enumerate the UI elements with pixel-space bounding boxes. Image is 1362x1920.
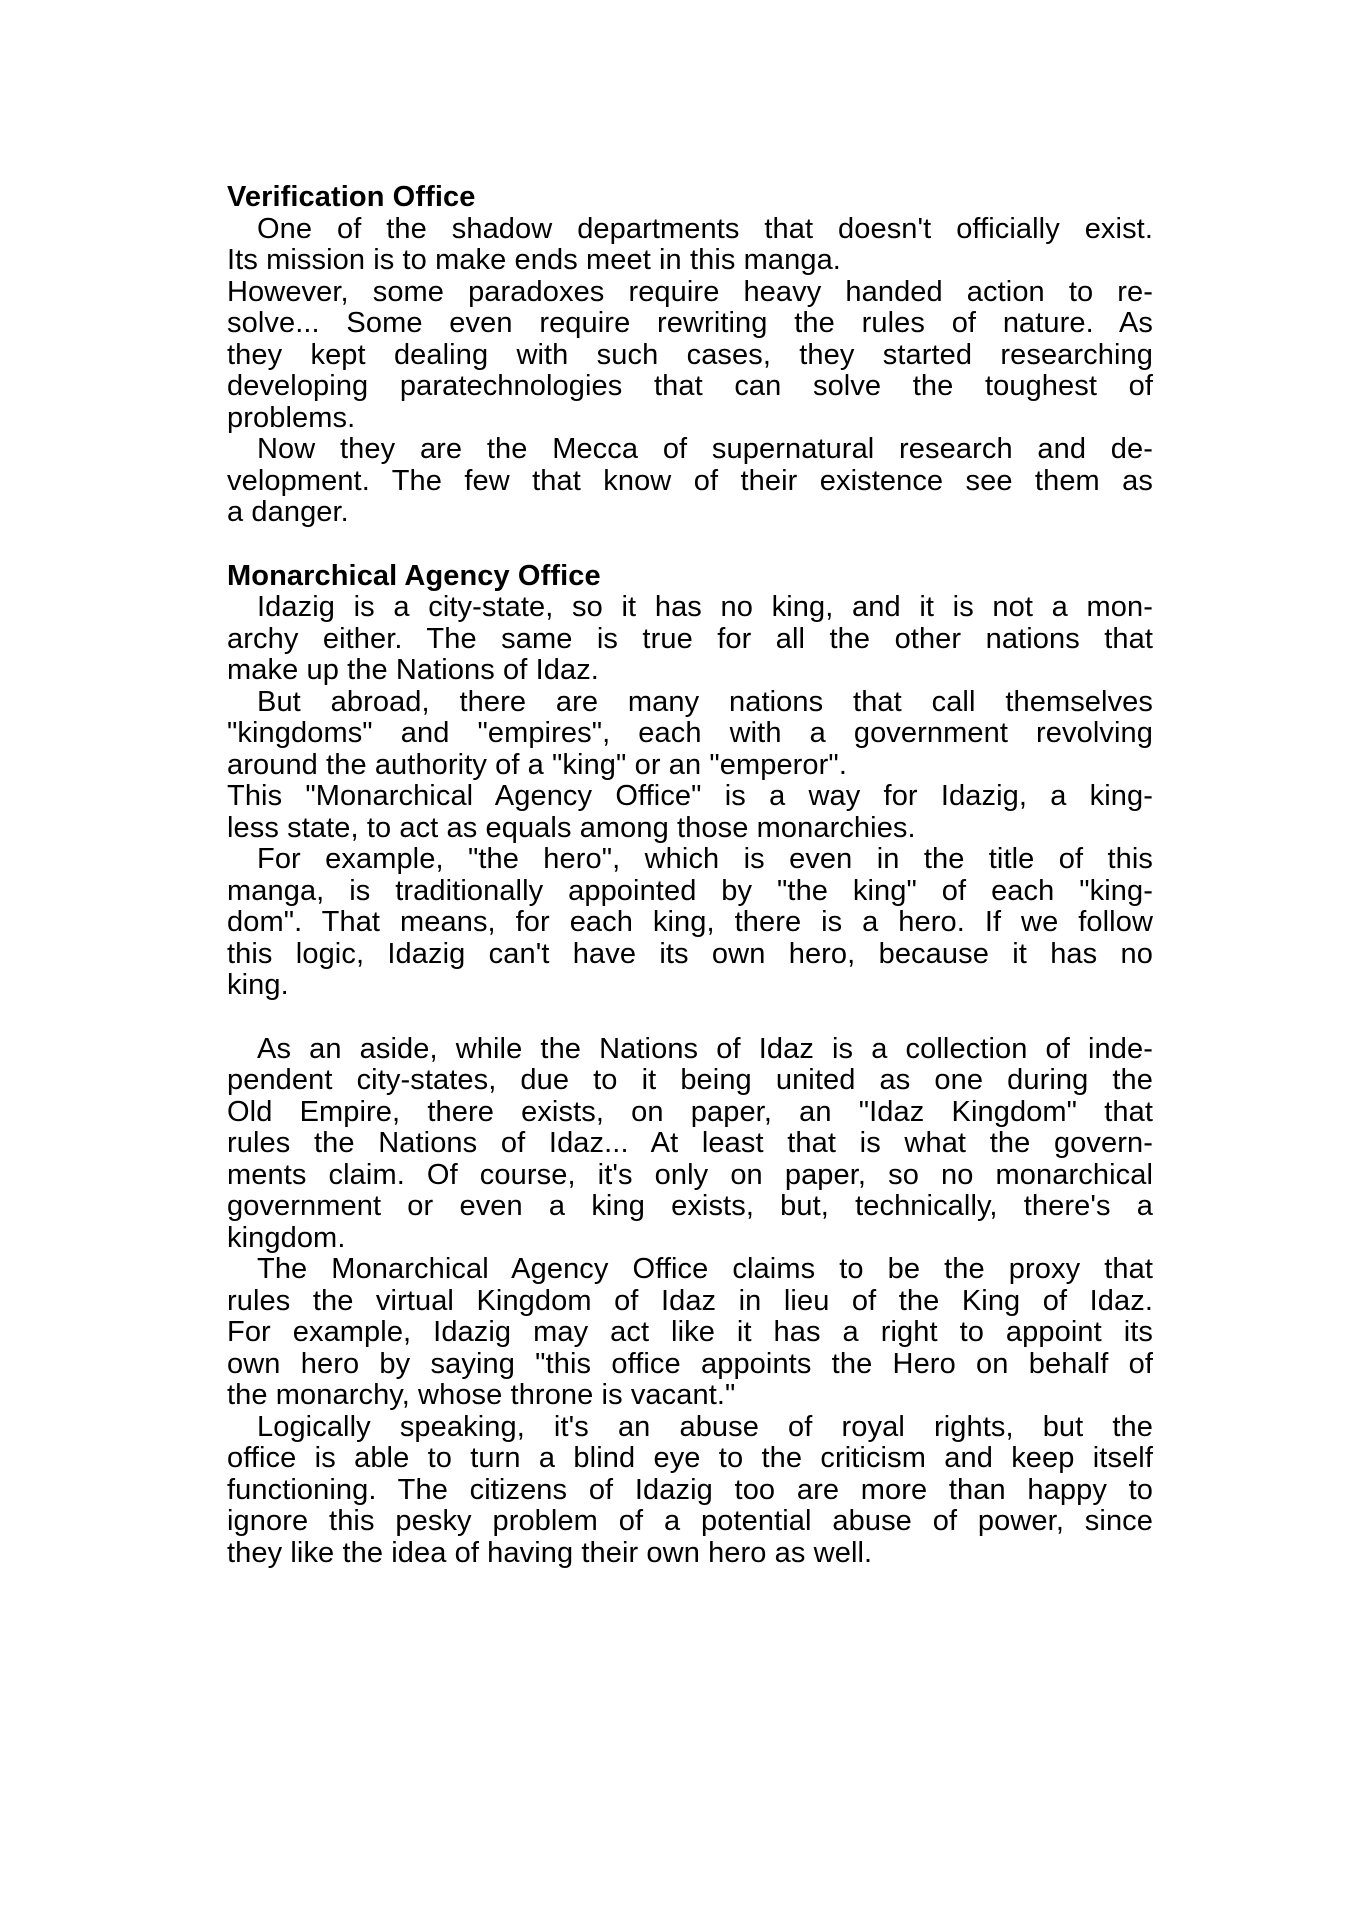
text-line: they kept dealing with such cases, they started researching <box>227 338 1153 371</box>
text-line: dom". That means, for each king, there is a hero. If we follow <box>227 906 1153 938</box>
text-line: developing paratechnologies that can solve the toughest of <box>227 370 1153 402</box>
text-line: The Monarchical Agency Office claims to be the proxy that <box>257 1253 1153 1285</box>
text-line: rules the virtual Kingdom of Idaz in lieu of the King of Idaz. <box>227 1284 1153 1317</box>
text-line: office is able to turn a blind eye to the criticism and keep itself <box>227 1442 1153 1474</box>
text-line: a danger. <box>227 496 349 528</box>
text-line: velopment. The few that know of their existence see them as <box>227 464 1153 497</box>
text-line: problems. <box>227 401 356 434</box>
paragraph <box>227 1254 1153 1412</box>
document-section <box>227 1034 1153 1570</box>
text-line: archy either. The same is true for all the other nations that <box>227 622 1153 655</box>
text-line: As an aside, while the Nations of Idaz is a collection of inde- <box>257 1032 1153 1065</box>
text-line: solve... Some even require rewriting the rules of nature. As <box>227 307 1153 339</box>
text-line: kingdom. <box>227 1221 346 1254</box>
text-line: Idazig is a city-state, so it has no king, and it is not a mon- <box>257 591 1153 623</box>
section-heading: Monarchical Agency Office <box>227 559 601 592</box>
text-line: One of the shadow departments that doesn't officially exist. <box>257 212 1153 245</box>
paragraph <box>227 844 1153 1002</box>
text-line: But abroad, there are many nations that call themselves <box>257 685 1153 718</box>
text-line: ments claim. Of course, it's only on paper, so no monarchical <box>227 1158 1153 1191</box>
text-line: own hero by saying "this office appoints the Hero on behalf of <box>227 1347 1153 1380</box>
text-line: the monarchy, whose throne is vacant." <box>227 1379 736 1411</box>
text-line: However, some paradoxes require heavy handed action to re- <box>227 275 1153 308</box>
paragraph <box>227 1412 1153 1570</box>
paragraph <box>227 434 1153 529</box>
document-section <box>227 182 1153 529</box>
paragraph <box>227 214 1153 277</box>
text-line: Its mission is to make ends meet in this manga. <box>227 244 841 276</box>
text-line: functioning. The citizens of Idazig too are more than happy to <box>227 1473 1153 1506</box>
text-line: make up the Nations of Idaz. <box>227 654 599 686</box>
text-line: king. <box>227 969 289 1001</box>
text-line: government or even a king exists, but, technically, there's a <box>227 1190 1153 1222</box>
paragraph <box>227 1034 1153 1255</box>
text-line: "kingdoms" and "empires", each with a government revolving <box>227 717 1153 749</box>
text-line: pendent city-states, due to it being united as one during the <box>227 1064 1153 1096</box>
text-line: Now they are the Mecca of supernatural research and de- <box>257 433 1153 465</box>
paragraph <box>227 592 1153 687</box>
text-line: around the authority of a "king" or an "emperor". <box>227 748 847 781</box>
text-line: For example, Idazig may act like it has a right to appoint its <box>227 1316 1153 1348</box>
document-text <box>227 182 1153 1569</box>
text-line: Old Empire, there exists, on paper, an "Idaz Kingdom" that <box>227 1095 1153 1128</box>
paragraph <box>227 277 1153 435</box>
text-line: this logic, Idazig can't have its own hero, because it has no <box>227 937 1153 970</box>
text-line: ignore this pesky problem of a potential abuse of power, since <box>227 1505 1153 1537</box>
text-line: For example, "the hero", which is even in the title of this <box>257 843 1153 875</box>
paragraph <box>227 687 1153 782</box>
text-line: they like the idea of having their own hero as well. <box>227 1536 873 1569</box>
section-heading: Verification Office <box>227 181 476 213</box>
text-line: rules the Nations of Idaz... At least that is what the govern- <box>227 1127 1153 1159</box>
text-line: Logically speaking, it's an abuse of royal rights, but the <box>257 1410 1153 1443</box>
text-line: manga, is traditionally appointed by "the king" of each "king- <box>227 874 1153 907</box>
paragraph <box>227 781 1153 844</box>
document-section <box>227 561 1153 1002</box>
text-line: less state, to act as equals among those monarchies. <box>227 811 916 844</box>
text-line: This "Monarchical Agency Office" is a way for Idazig, a king- <box>227 780 1153 812</box>
